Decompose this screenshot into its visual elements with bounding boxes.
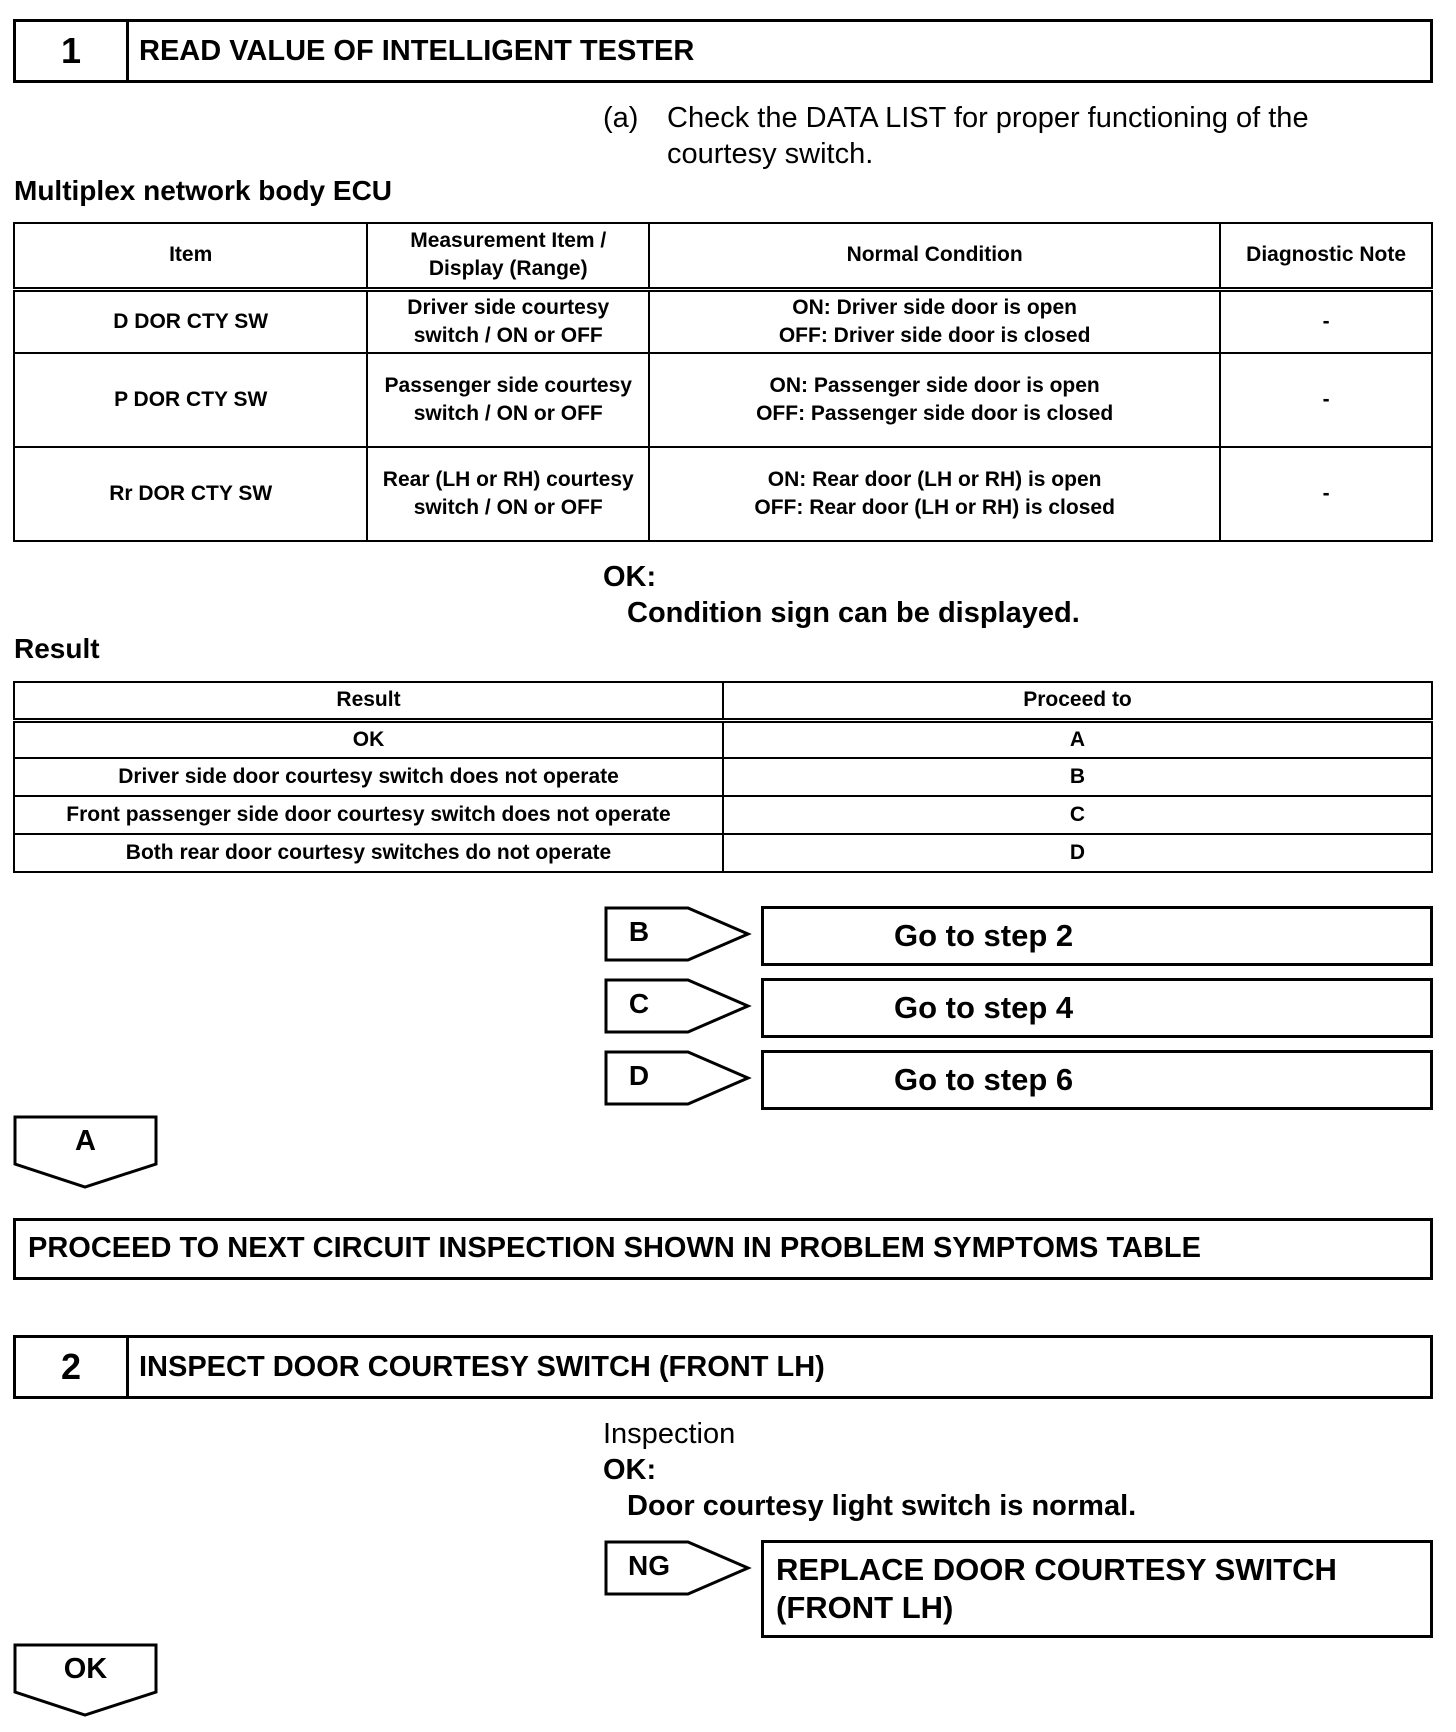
action-line-2: (FRONT LH) [776, 1590, 954, 1625]
table-row [14, 758, 1432, 796]
instruction-text [667, 100, 1309, 172]
go-to-step-4-box[interactable]: Go to step 4 [761, 978, 1433, 1038]
inspection-label: Inspection [603, 1418, 736, 1450]
step-number: 2 [16, 1338, 129, 1396]
proceed-cell: D [723, 834, 1432, 872]
proceed-next-circuit-box[interactable]: PROCEED TO NEXT CIRCUIT INSPECTION SHOWN IN PROBLEM SYMPTOMS TABLE [13, 1218, 1433, 1280]
measurement-cell: Driver side courtesy switch / ON or OFF [367, 289, 649, 353]
table-row [14, 720, 1432, 758]
condition-off: OFF: Driver side door is closed [778, 323, 1091, 347]
column-header: Result [14, 682, 723, 720]
branch-tag-label: B [628, 916, 650, 947]
instruction-marker: (a) [603, 102, 639, 134]
branch-tag-label: C [628, 988, 650, 1019]
step-1-header [13, 19, 1433, 83]
branch-tag-label: D [628, 1060, 650, 1091]
note-cell: - [1220, 447, 1432, 541]
condition-off: OFF: Rear door (LH or RH) is closed [754, 496, 1115, 519]
item-cell: Rr DOR CTY SW [14, 447, 367, 541]
result-cell: OK [14, 720, 723, 758]
table-header-row [14, 223, 1432, 289]
flow-tag-ok[interactable] [13, 1643, 158, 1718]
table-header-row [14, 682, 1432, 720]
condition-on: ON: Passenger side door is open [769, 374, 1100, 397]
ecu-table-heading: Multiplex network body ECU [14, 175, 393, 206]
measurement-cell: Passenger side courtesy switch / ON or OFF [367, 353, 649, 447]
proceed-cell: C [723, 796, 1432, 834]
proceed-cell: A [723, 720, 1432, 758]
column-header: Diagnostic Note [1220, 223, 1432, 289]
branch-tag-b[interactable] [604, 906, 752, 962]
flow-tag-a[interactable] [13, 1115, 158, 1190]
item-cell: D DOR CTY SW [14, 289, 367, 353]
table-row [14, 353, 1432, 447]
go-to-step-2-box[interactable]: Go to step 2 [761, 906, 1433, 966]
result-cell: Front passenger side door courtesy switch does not operate [14, 796, 723, 834]
instruction-line-2: courtesy switch. [667, 138, 874, 170]
ecu-data-table [13, 222, 1433, 542]
note-cell: - [1220, 289, 1432, 353]
ok-label: OK: [603, 561, 657, 593]
result-cell: Both rear door courtesy switches do not operate [14, 834, 723, 872]
step-number: 1 [16, 22, 129, 80]
normal-condition-cell [649, 289, 1220, 353]
table-row [14, 796, 1432, 834]
note-cell: - [1220, 353, 1432, 447]
step-title: READ VALUE OF INTELLIGENT TESTER [139, 34, 695, 67]
normal-condition-cell [649, 447, 1220, 541]
result-cell: Driver side door courtesy switch does not operate [14, 758, 723, 796]
flow-tag-label: A [75, 1125, 96, 1157]
step-2-header [13, 1335, 1433, 1399]
table-row [14, 447, 1432, 541]
branch-tag-d[interactable] [604, 1050, 752, 1106]
replace-switch-box[interactable] [761, 1540, 1433, 1638]
condition-on: ON: Rear door (LH or RH) is open [767, 468, 1102, 491]
column-header: Measurement Item / Display (Range) [367, 223, 649, 289]
action-line-1: REPLACE DOOR COURTESY SWITCH [776, 1552, 1337, 1587]
result-table [13, 681, 1433, 873]
condition-on: ON: Driver side door is open [792, 295, 1077, 319]
branch-tag-ng[interactable] [604, 1540, 752, 1596]
column-header: Normal Condition [649, 223, 1220, 289]
normal-condition-cell [649, 353, 1220, 447]
result-heading: Result [14, 633, 100, 664]
column-header: Proceed to [723, 682, 1432, 720]
branch-tag-c[interactable] [604, 978, 752, 1034]
step-title: INSPECT DOOR COURTESY SWITCH (FRONT LH) [139, 1350, 825, 1383]
table-row [14, 834, 1432, 872]
proceed-cell: B [723, 758, 1432, 796]
ok-condition-text: Condition sign can be displayed. [627, 597, 1080, 629]
item-cell: P DOR CTY SW [14, 353, 367, 447]
condition-off: OFF: Passenger side door is closed [756, 402, 1114, 425]
branch-tag-label: NG [628, 1550, 670, 1581]
ok-label: OK: [603, 1454, 657, 1486]
measurement-cell: Rear (LH or RH) courtesy switch / ON or OFF [367, 447, 649, 541]
flow-tag-label: OK [63, 1653, 108, 1685]
instruction-line-1: Check the DATA LIST for proper functioning of the [667, 102, 1309, 134]
go-to-step-6-box[interactable]: Go to step 6 [761, 1050, 1433, 1110]
ok-condition-text: Door courtesy light switch is normal. [627, 1490, 1137, 1522]
column-header: Item [14, 223, 367, 289]
table-row [14, 289, 1432, 353]
